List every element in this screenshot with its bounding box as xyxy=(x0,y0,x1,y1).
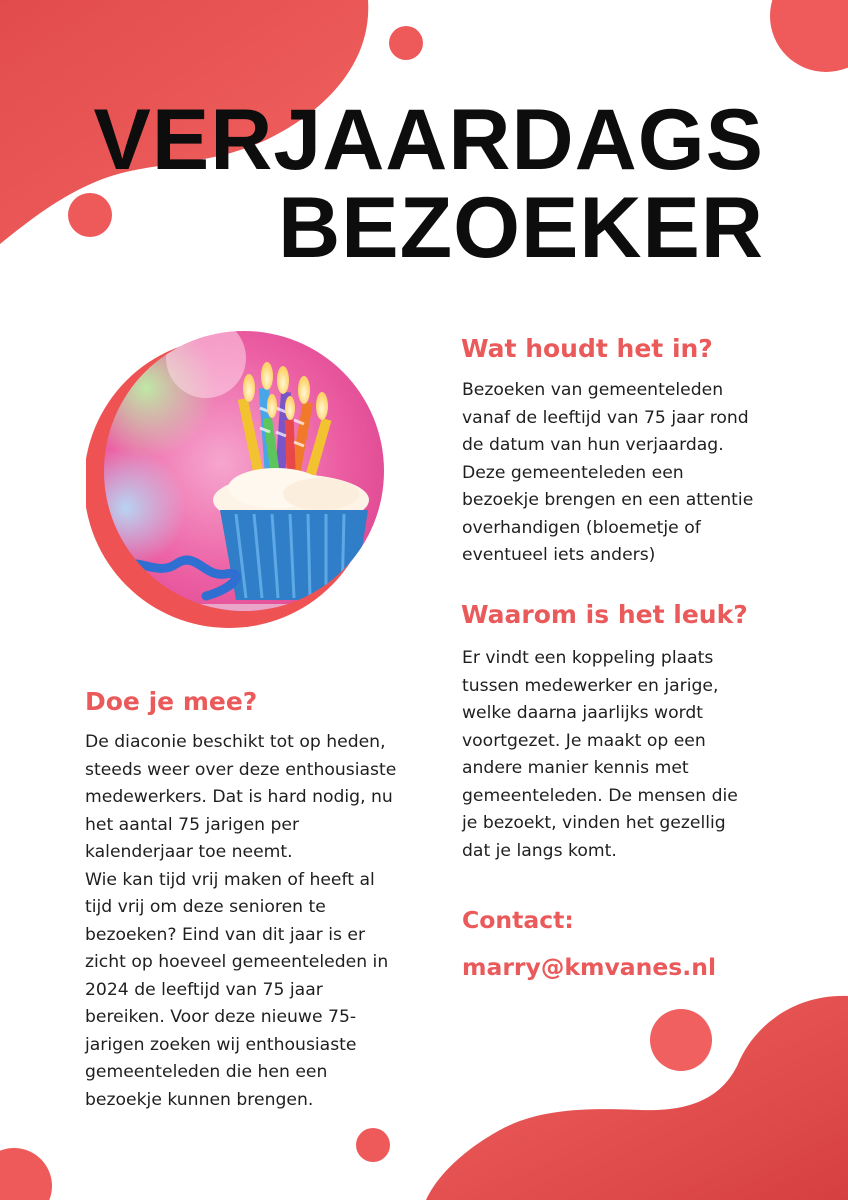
circle-bottom-left xyxy=(0,1148,52,1200)
text-join: De diaconie beschikt tot op heden, steeds weer over deze enthousiaste medewerkers. Dat is hard nodig, nu het aantal 75 jarigen per kalenderjaar toe neemt. Wie kan tijd vrij maken of heeft al tijd vrij om deze senioren te bezoeken? Eind van dit jaar is er zicht op hoeveel gemeenteleden in 2024 de leeftijd van 75 jaar bereiken. Voor deze nieuwe 75- jarigen zoeken wij enthousiaste gemeenteleden die hen een bezoekje kunnen brengen. xyxy=(85,732,397,1110)
contact-email-link[interactable]: marry@kmvanes.nl xyxy=(462,953,717,981)
circle-top-right xyxy=(770,0,848,72)
heading-join: Doe je mee? xyxy=(85,687,258,716)
contact-label: Contact: xyxy=(462,906,574,934)
birthday-photo xyxy=(86,328,386,628)
birthday-cupcake-icon xyxy=(86,328,386,628)
blob-bottom-right xyxy=(426,996,848,1200)
page-title xyxy=(93,92,764,276)
dot-top xyxy=(389,26,423,60)
title-line-1: VERJAARDAGS xyxy=(93,92,764,188)
heading-why: Waarom is het leuk? xyxy=(461,600,748,629)
heading-what: Wat houdt het in? xyxy=(461,334,713,363)
text-why: Er vindt een koppeling plaats tussen medewerker en jarige, welke daarna jaarlijks wordt voortgezet. Je maakt op een andere manier kennis met gemeenteleden. De mensen die je bezoekt, vinden het gezellig dat je langs komt. xyxy=(462,648,738,861)
dot-bottom-right xyxy=(650,1009,712,1071)
text-what: Bezoeken van gemeenteleden vanaf de leeftijd van 75 jaar rond de datum van hun verjaardag. Deze gemeenteleden een bezoekje brengen en een attentie overhandigen (bloemetje of eventueel iets anders) xyxy=(462,380,754,565)
title-line-2: BEZOEKER xyxy=(278,180,764,276)
dot-bottom xyxy=(356,1128,390,1162)
